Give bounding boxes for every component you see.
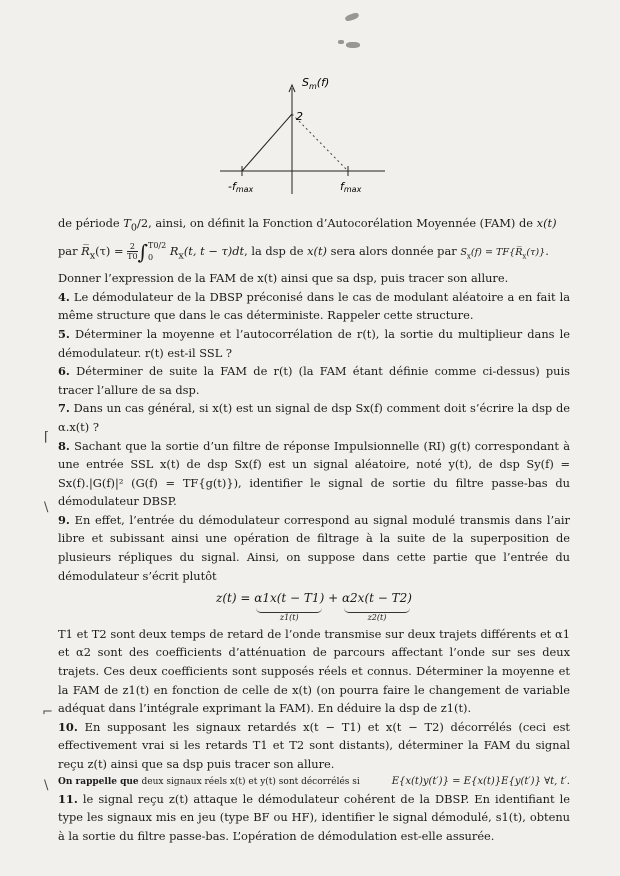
intro-l1-a: de période [58,216,124,230]
left-freq-label-main: -f [228,180,236,193]
intro-l2-u: . [545,243,549,258]
reminder-note [58,774,570,790]
question-4-text: Le démodulateur de la DBSP préconisé dans le cas de modulant aléatoire a en fait la même structure que dans le cas déterministe. Rappeler cette structure. [58,289,570,323]
y-axis-label-main: S [302,76,309,89]
scan-smudge-3 [338,40,344,44]
spectrum-graph [210,70,410,200]
intro-l2-f: T0 [127,252,138,262]
intro-l2-a: par [58,243,82,258]
left-freq-label [228,180,254,194]
question-11-text: le signal reçu z(t) attaque le démodulateur cohérent de la DBSP. En identifiant le type les signaux mis en jeu (type BF ou HF), identifier le signal démodulé, s1(t), obtenu à la sortie du filtre passe-bas. L’opération de démodulation est-elle assurée. [58,791,570,843]
intro-l2-t: (τ)} [526,246,546,258]
question-7 [58,399,570,436]
question-9-text: En effet, l’entrée du démodulateur correspond au signal modulé transmis dans l’air libre et subissant ainsi une opération de filtrage à la suite de la superposition de plusieurs répliques du signal. Ainsi, on suppose dans cette partie que l’entrée du démodulateur s’écrit plutôt [58,512,570,583]
intro-line-2 [58,238,570,269]
question-7-text: Dans un cas général, si x(t) est un signal de dsp Sx(f) comment doit s’écrire la dsp de α.x(t) ? [58,401,571,434]
y-axis-label-sub: m [308,82,317,91]
right-freq-label-sub: max [343,185,362,194]
intro-l2-b: R̅ [81,243,90,258]
intro-l2-r: (f) = TF{R̅ [470,246,523,258]
document-body [58,214,570,845]
left-edge [242,114,292,171]
intro-l1-d: /2, ainsi, on définit la Fonction d’Autocorélation Moyennée (FAM) de [137,216,537,230]
intro-bounds [148,240,166,264]
y-axis-label [302,76,329,91]
right-freq-label [340,180,362,194]
intro-l1-c: 0 [130,222,138,234]
question-10-text: En supposant les signaux retardés x(t − T1) et x(t − T2) décorrélés (ceci est effectivement vrai si les retards T1 et T2 sont distants), déterminer la FAM du signal reçu z(t) ainsi que sa dsp puis tracer son allure. [58,719,571,771]
y-axis-label-paren: (f) [316,76,330,89]
question-6 [58,362,570,399]
question-9-number: 9. [58,512,70,527]
reminder-note-formula: E{x(t)y(t′)} = E{x(t)}E{y(t′)} ∀t, t′. [391,775,570,787]
question-10 [58,718,570,774]
question-5-text: Déterminer la moyenne et l’autocorrélation de r(t), la sortie du multiplieur dans le démodulateur. r(t) est-il SSL ? [58,326,571,360]
margin-mark-q8: ⌈ [44,430,50,445]
question-7-number: 7. [58,401,70,416]
scan-smudge-1 [344,12,359,22]
margin-mark-q10: ⌐ [42,705,53,720]
question-4-number: 4. [58,289,70,304]
intro-l2-h: T0/2 [148,240,167,250]
margin-mark-q11: \ [44,778,49,793]
equation-term-2-text: α2x(t − T2) [341,591,412,606]
intro-l2-m: , la dsp de [244,243,308,258]
intro-l2-j: R [169,243,179,258]
intro-line-3: Donner l’expression de la FAM de x(t) ainsi que sa dsp, puis tracer son allure. [58,271,509,286]
reminder-note-text: deux signaux réels x(t) et y(t) sont décorrélés si [138,776,360,787]
intro-l2-n: x(t) [307,243,327,258]
equation-term-1 [254,589,324,623]
intro-l2-c: x [89,250,96,262]
reminder-note-left [58,774,360,790]
question-5 [58,325,570,362]
intro-line-1 [58,214,570,238]
intro-l2-s: x [522,252,527,261]
intro-l1-e: x(t) [536,216,557,230]
question-6-text: Déterminer de suite la FAM de r(t) (la FAM étant définie comme ci-dessus) puis tracer l’allure de sa dsp. [58,364,570,397]
reminder-note-bold: On rappelle que [58,776,139,787]
intro-l1-b: T [123,216,131,230]
intro-l2-k: x [178,250,184,262]
question-11-number: 11. [58,791,78,806]
intro-l2-d: (τ) = [95,243,128,258]
question-9-continued: T1 et T2 sont deux temps de retard de l’onde transmise sur deux trajets différents et α1 et α2 sont des coefficients d’atténuation de parcours affectant l’onde sur ses deux trajets. Ces deux coefficients sont supposés réels et connus. Déterminer la moyenne et la FAM de z1(t) en fonction de celle de x(t) (on pourra faire le changement de variable adéquat dans l’intégrale exprimant la FAM). En déduire la dsp de z1(t). [58,626,570,716]
question-6-number: 6. [58,364,70,379]
intro-l2-g: ∫ [137,239,148,264]
question-5-number: 5. [58,326,70,341]
question-10-number: 10. [58,719,78,734]
intro-l2-o: sera alors donnée par [326,243,461,258]
question-8-text: Sachant que la sortie d’un filtre de réponse Impulsionnelle (RI) g(t) correspondant à une entrée SSL x(t) de dsp Sx(f) est un signal aléatoire, noté y(t), de dsp Sy(f) = Sx(f).|G(f)|² (G(f) = TF{g(t)}), identifier le signal de sortie du filtre passe-bas du démodulateur DBSP. [58,438,570,509]
question-8-number: 8. [58,438,70,453]
equation-z [58,589,570,623]
question-8 [58,437,570,511]
intro-l2-q: x [466,252,471,261]
equation-term-2-label: z2(t) [367,612,387,622]
equation-term-2 [342,589,412,623]
question-4 [58,288,570,325]
margin-mark-q9: \ [44,500,49,515]
peak-label: 2 [296,110,303,123]
right-freq-label-main: f [340,180,344,193]
intro-l2-e: 2 [127,242,137,252]
intro-l2-p: S [460,246,467,258]
equation-z-lhs: z(t) = [216,591,255,606]
question-11 [58,790,570,846]
equation-term-1-text: α1x(t − T1) [254,591,325,606]
intro-fraction [127,242,137,261]
equation-term-1-label: z1(t) [279,612,299,622]
equation-plus: + [324,591,342,606]
intro-l2-l: (t, t − τ)dt [183,243,245,258]
scan-smudge-2 [346,42,360,48]
left-freq-label-sub: max [235,185,254,194]
question-9 [58,511,570,585]
intro-l2-i: 0 [148,252,154,262]
